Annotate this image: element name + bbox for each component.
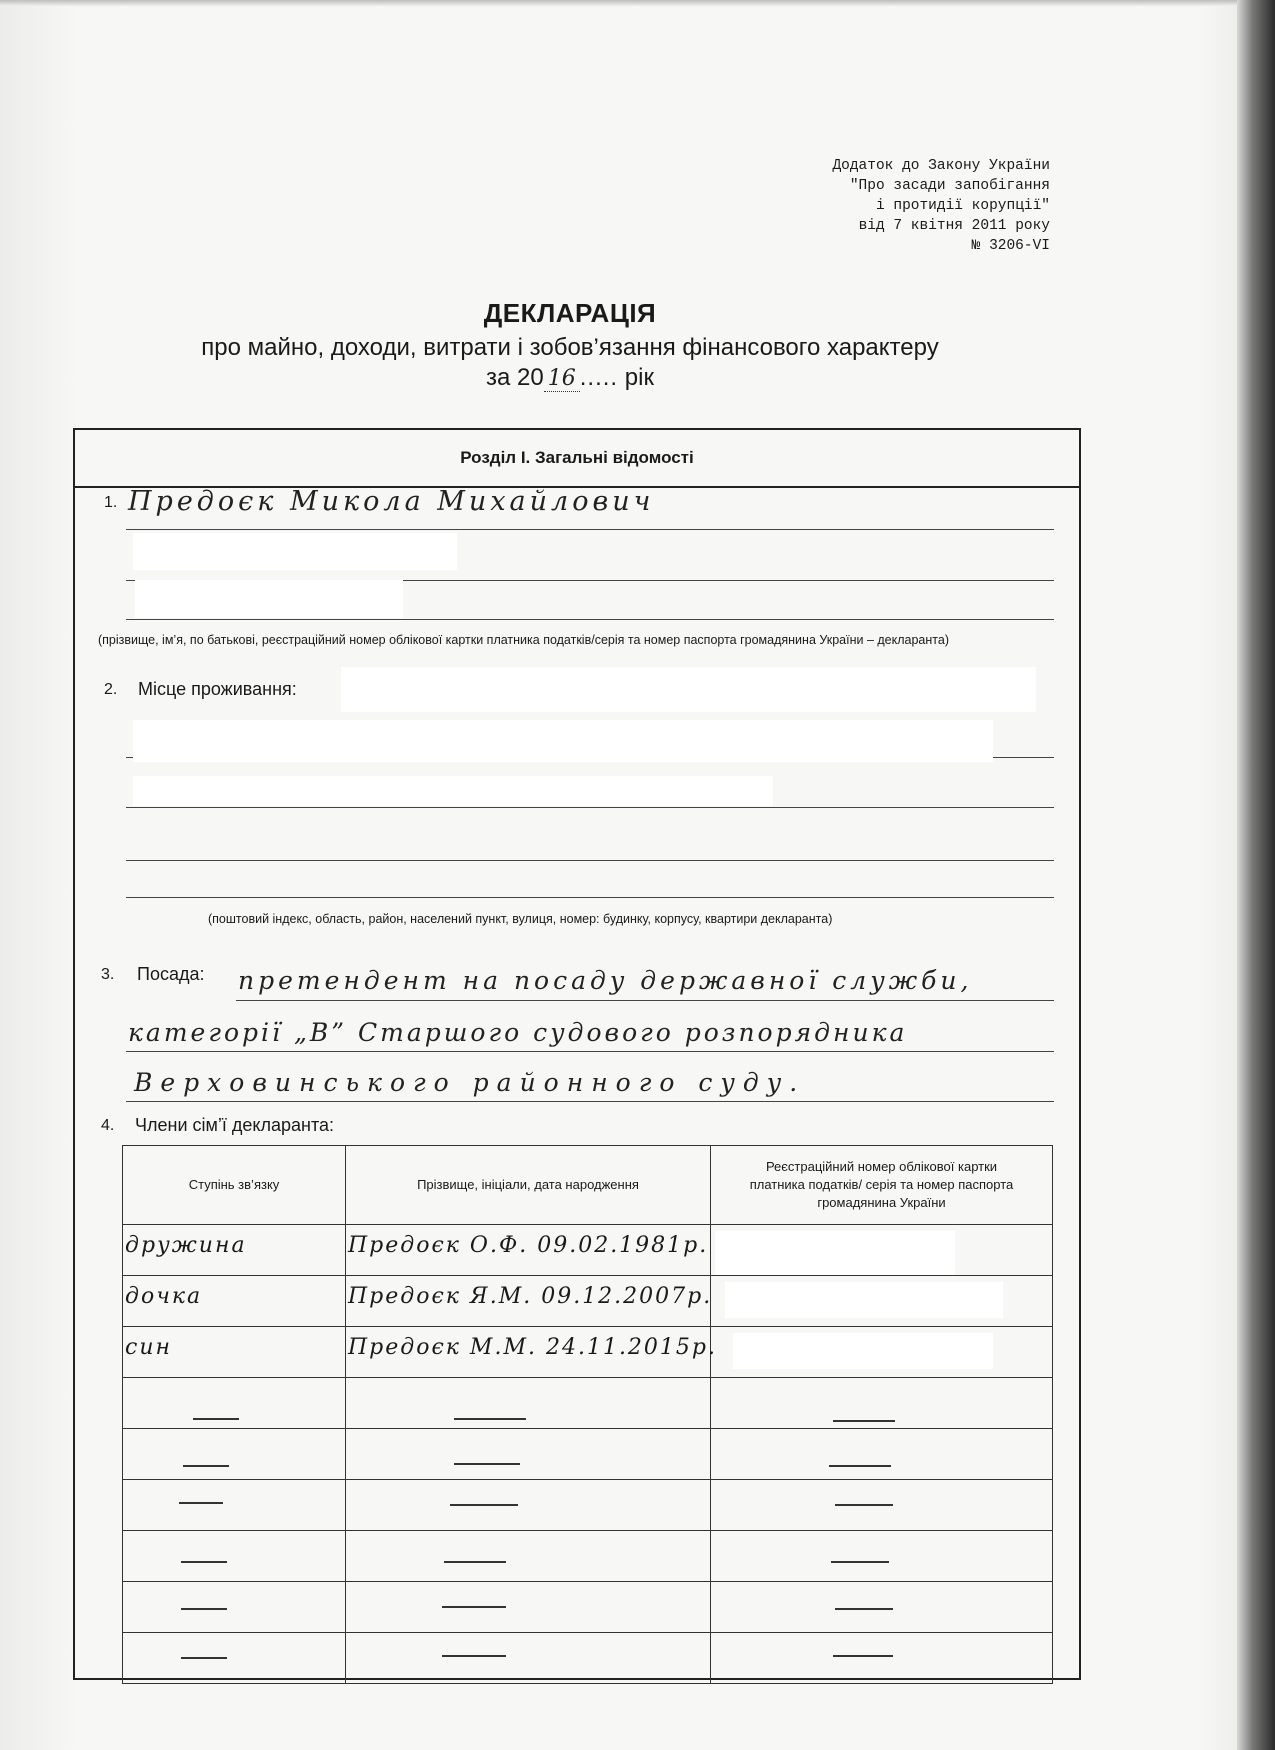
name-cell: Предоєк Я.М. 09.12.2007р. [348, 1284, 713, 1309]
relation-cell: син [125, 1335, 172, 1360]
redacted-block [133, 720, 993, 762]
redacted-block [341, 667, 1036, 712]
empty-dash [193, 1418, 239, 1420]
item1-caption: (прізвище, ім’я, по батькові, реєстраційний номер облікової картки платника податків/серія та номер паспорта громадянина України – декларанта) [98, 633, 949, 647]
table-row [123, 1327, 1053, 1378]
name-cell: Предоєк О.Ф. 09.02.1981р. [348, 1233, 709, 1258]
relation-cell: дружина [125, 1233, 247, 1258]
empty-dash [835, 1504, 893, 1506]
redacted-block [733, 1333, 993, 1369]
addendum-line: і протидії корупції" [875, 198, 1050, 214]
table-row-empty [123, 1531, 1053, 1582]
document-subtitle: про майно, доходи, витрати і зобов’язання фінансового характеру [201, 334, 939, 361]
table-row-empty [123, 1582, 1053, 1633]
empty-dash [454, 1418, 526, 1420]
empty-dash [442, 1655, 506, 1657]
scan-right-edge [1237, 0, 1275, 1750]
empty-dash [183, 1465, 229, 1467]
addendum-line: № 3206-VI [971, 238, 1050, 254]
position-line-1: претендент на посаду державної служби, [238, 966, 973, 995]
fill-line [126, 897, 1054, 898]
redacted-block [135, 580, 403, 618]
document-title: ДЕКЛАРАЦІЯ [483, 298, 657, 328]
redacted-block [133, 776, 773, 806]
empty-dash [829, 1465, 891, 1467]
relation-cell: дочка [125, 1284, 203, 1309]
fill-line [126, 529, 1054, 530]
addendum-line: від 7 квітня 2011 року [858, 218, 1050, 234]
year-suffix: рік [624, 364, 654, 391]
fill-line [236, 1000, 1054, 1001]
empty-dash [835, 1608, 893, 1610]
empty-dash [450, 1504, 518, 1506]
position-line-3: Верховинського районного суду. [134, 1068, 806, 1097]
family-members-label: Члени сім’ї декларанта: [135, 1115, 335, 1135]
declaration-year: за 20 16 ..... рік [486, 364, 654, 391]
position-label: Посада: [137, 964, 205, 984]
table-row [123, 1225, 1053, 1276]
table-row-empty [123, 1429, 1053, 1480]
fill-line [126, 1051, 1054, 1052]
empty-dash [831, 1561, 889, 1563]
position-line-2: категорії „В” Старшого судового розпорядника [128, 1018, 908, 1047]
header-relation: Ступінь зв’язку [123, 1146, 346, 1225]
family-members-table [122, 1145, 1053, 1684]
item2-caption: (поштовий індекс, область, район, населений пункт, вулиця, номер: будинку, корпусу, квартири декларанта) [208, 912, 833, 926]
scan-top-edge [0, 0, 1275, 6]
empty-dash [444, 1561, 506, 1563]
redacted-block [715, 1231, 955, 1275]
header-name: Прізвище, ініціали, дата народження [346, 1146, 711, 1225]
empty-dash [181, 1561, 227, 1563]
empty-dash [454, 1463, 520, 1465]
redacted-block [133, 533, 457, 570]
residence-label: Місце проживання: [138, 679, 297, 699]
fill-line [126, 619, 1054, 620]
name-cell: Предоєк М.М. 24.11.2015р. [348, 1335, 717, 1360]
year-handwritten: 16 [544, 366, 580, 392]
item-number: 2. [104, 681, 118, 698]
law-addendum [760, 156, 1050, 256]
item-number: 4. [101, 1117, 115, 1134]
empty-dash [833, 1420, 895, 1422]
declarant-name-handwritten: Предоєк Микола Михайлович [128, 486, 655, 517]
fill-line [126, 807, 1054, 808]
year-prefix: за 20 [486, 364, 544, 391]
section-heading: Розділ І. Загальні відомості [75, 430, 1079, 488]
fill-line [126, 1101, 1054, 1102]
empty-dash [179, 1502, 223, 1504]
fill-line [126, 860, 1054, 861]
header-tax-number: Реєстраційний номер облікової картки платника податків/ серія та номер паспорта громадянина України [711, 1146, 1053, 1225]
table-row-empty [123, 1480, 1053, 1531]
addendum-line: "Про засади запобігання [849, 178, 1050, 194]
table-row [123, 1276, 1053, 1327]
table-header-row [123, 1146, 1053, 1225]
item-number: 1. [104, 494, 118, 511]
empty-dash [442, 1606, 506, 1608]
addendum-line: Додаток до Закону України [832, 158, 1050, 174]
table-row-empty [123, 1633, 1053, 1684]
empty-dash [181, 1608, 227, 1610]
empty-dash [181, 1657, 227, 1659]
item-number: 3. [101, 966, 115, 983]
table-row-empty [123, 1378, 1053, 1429]
empty-dash [833, 1655, 893, 1657]
redacted-block [725, 1282, 1003, 1318]
